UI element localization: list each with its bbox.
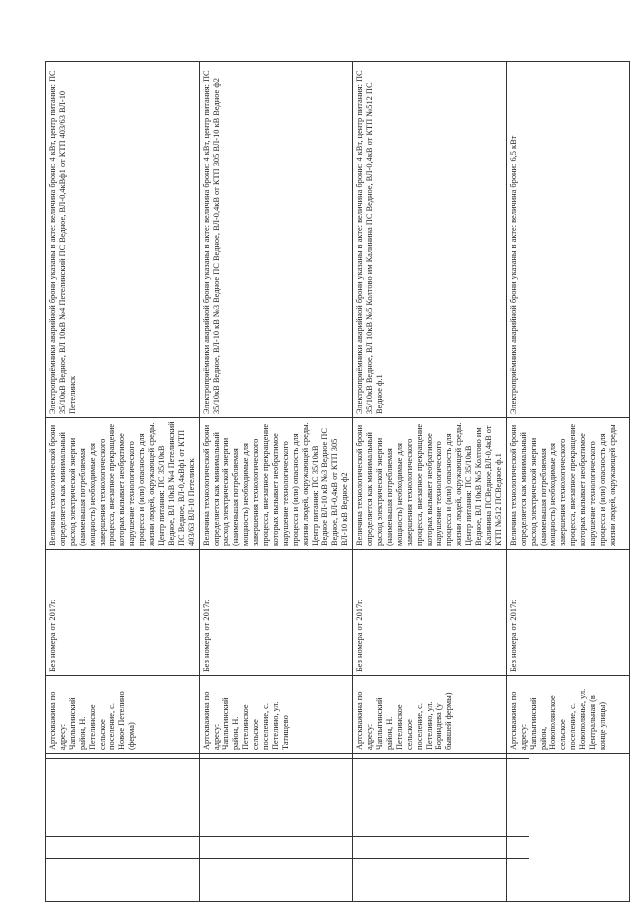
object-text: Артскважина по адресу: Чаплыгинский район, Н. Петелинское сельское поселение, с. Петелино, ул. Бориндева (у бывшей фермы)	[355, 691, 454, 750]
object-cell	[506, 676, 629, 754]
blank-cell	[353, 754, 507, 902]
tech-reserve-cell	[199, 418, 353, 550]
emergency-reserve-text: Электроприёмники аварийной брони указаны в акте: величина брони: 4 кВт, центр питания: ПС 35/10кВ Ведное, ВЛ 10кВ №5 Колтово им Калинина ПС Ведное, ВЛ-0,4кВ от КТП №512 ПС Ведное ф.1	[355, 70, 384, 414]
blank-ruling-line	[45, 836, 529, 837]
blank-cell	[199, 754, 353, 902]
table-row	[353, 62, 507, 902]
act-number-cell	[46, 550, 200, 676]
rotated-table-sheet	[45, 62, 617, 902]
act-number-cell	[506, 550, 629, 676]
blank-cell	[506, 754, 629, 902]
act-number-text: Без номера от 2017г.	[508, 599, 518, 672]
tech-reserve-cell	[46, 418, 200, 550]
emergency-reserve-cell	[506, 62, 629, 418]
tech-reserve-text: Величина технологической брони определяется как минимальный расход электрической энергии (наименьшая потребляемая мощность) необходимые для завершения технологического процесса, внезапное прекращение которых вызывает необратимое нарушение технологического процесса и (или) опасность для жизни людей, окружающей среды. Центр питания: ПС 35/10кВ Ведное ВЛ-10 кВ №3 Ведное ПС Ведное, ВЛ-0,4кВ от КТП 305 ВЛ-10 кВ Ведное ф2	[201, 422, 350, 546]
tech-reserve-cell	[353, 418, 507, 550]
object-cell	[46, 676, 200, 754]
emergency-reserve-cell	[199, 62, 353, 418]
emergency-reserve-cell	[353, 62, 507, 418]
emergency-reserve-text: Электроприёмники аварийной брони указаны в акте: величина брони: 4 кВт, центр питания: ПС 35/10кВ Ведное, ВЛ-10 кВ №3 Ведное ПС Ведное, ВЛ-0,4кВ от КТП 305 ВЛ-10 кВ Ведное ф2	[201, 70, 221, 414]
blank-ruling-line	[45, 858, 529, 859]
tech-reserve-cell	[506, 418, 629, 550]
table-row	[46, 62, 200, 902]
blank-cell	[46, 754, 200, 902]
object-cell	[353, 676, 507, 754]
act-number-text: Без номера от 2017г.	[48, 599, 57, 672]
table-row	[199, 62, 353, 902]
tech-reserve-text: Величина технологической брони определяется как минимальный расход электрической энергии (наименьшая потребляемая мощность) необходимые для завершения технологического процесса, внезапное прекращение которых вызывает необратимое нарушение технологического процесса и (или) опасность для жизни людей, окружающей среды	[508, 423, 617, 546]
act-number-text: Без номера от 2017г.	[201, 599, 211, 672]
emergency-reserve-text: Электроприёмники аварийной брони указаны в акте: величина брони: 4 кВт, центр питания: ПС 35/10кВ Ведное, ВЛ 10кВ №4 Петелинский ПС Ведное, ВЛ-0,4кВф1 от КТП 403/63 ВЛ-10 Петелинск	[48, 70, 77, 414]
object-text: Артскважина по адресу: Чаплыгинский район, Н. Петелинское сельское поселение, с. Петелино, ул. Татищево	[201, 691, 290, 750]
object-cell	[199, 676, 353, 754]
object-text: Артскважина по адресу: Чаплыгинский район, Н. Петелинское сельское поселение, с. Новое Петелино (ферма)	[48, 691, 137, 750]
tech-reserve-text: Величина технологической брони определяется как минимальный расход электрической энергии (наименьшая потребляемая мощность) необходимые для завершения технологического процесса, внезапное прекращение которых вызывает необратимое нарушение технологического процесса и (или) опасность для жизни людей, окружающей среды. Центр питания: ПС 35/10кВ Ведное, ВЛ 10кВ №4 Петелинский ПС Ведное, ВЛ-0,4кВф1 от КТП 403/63 ВЛ-10 Петелинск	[48, 421, 196, 546]
act-number-cell	[353, 550, 507, 676]
act-number-cell	[199, 550, 353, 676]
reserve-acts-table	[45, 61, 630, 902]
tech-reserve-text: Величина технологической брони определяется как минимальный расход электрической энергии (наименьшая потребляемая мощность) необходимые для завершения технологического процесса, внезапное прекращение которых вызывает необратимое нарушение технологического процесса и (или) опасность для жизни людей, окружающей среды. Центр питания: ПС 35/10кВ Ведное, ВЛ 10кВ №5 Колтово им Калинина ПСВедное,ВЛ-0,4кВ от КТП №512 ПСВедное ф.1	[355, 422, 503, 546]
emergency-reserve-cell	[46, 62, 200, 418]
emergency-reserve-text: Электроприёмники аварийной брони указаны в акте: величина брони: 6,5 кВт	[508, 135, 518, 414]
blank-ruling-line	[45, 758, 529, 759]
act-number-text: Без номера от 2017г.	[355, 599, 365, 672]
table-row	[506, 62, 629, 902]
object-text: Артскважина по адресу: Чаплыгинский район, Новополянское сельское поселение, с. Новополянье, ул. Центральная (в конце улицы)	[508, 688, 607, 750]
